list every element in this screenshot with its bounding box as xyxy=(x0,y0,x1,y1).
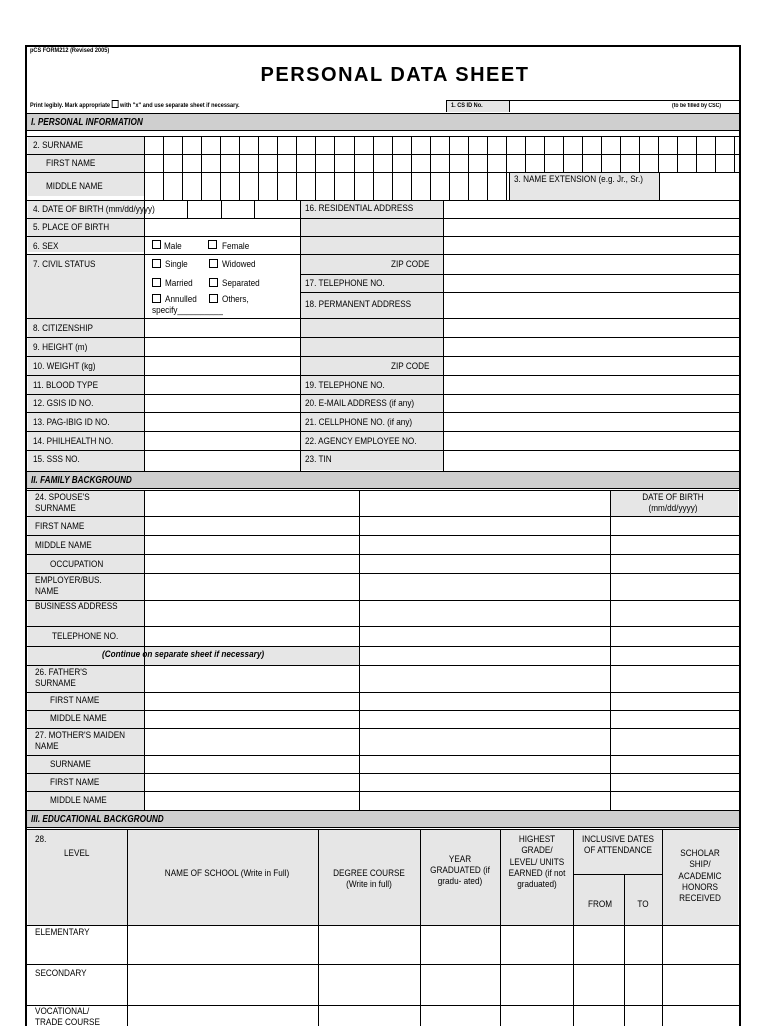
weight-label: 10. WEIGHT (kg) xyxy=(33,361,96,372)
citizenship-label: 8. CITIZENSHIP xyxy=(33,323,93,334)
instruction-text-tail: with "x" and use separate sheet if necessary. xyxy=(120,102,240,109)
business-address-label: BUSINESS ADDRESS xyxy=(35,601,118,612)
address-divider-line xyxy=(300,200,301,471)
family-input-ext-8[interactable] xyxy=(360,693,609,710)
section-personal-information xyxy=(27,113,739,131)
telephone-17-label: 17. TELEPHONE NO. xyxy=(305,278,385,289)
dob-label: 4. DATE OF BIRTH (mm/dd/yyyy) xyxy=(33,204,155,215)
edu-input-1-1[interactable] xyxy=(319,965,420,1005)
continue-note-label: (Continue on separate sheet if necessary) xyxy=(102,649,265,660)
edu-input-0-2[interactable] xyxy=(421,926,500,964)
weight-input[interactable] xyxy=(145,357,299,375)
email-label: 20. E-MAIL ADDRESS (if any) xyxy=(305,398,415,409)
telephone-17-input[interactable] xyxy=(444,275,739,292)
agency-employee-input[interactable] xyxy=(444,432,739,450)
family-input-ext-3[interactable] xyxy=(360,555,609,573)
dob-input[interactable] xyxy=(145,201,299,218)
edu-input-2-2[interactable] xyxy=(421,1006,500,1026)
family-input-ext-2[interactable] xyxy=(360,536,609,554)
cs-widowed-label: Widowed xyxy=(222,259,256,270)
edu-from-label: FROM xyxy=(587,899,613,910)
edu-input-0-0[interactable] xyxy=(128,926,318,964)
sex-female-label: Female xyxy=(222,241,250,252)
blood-type-input[interactable] xyxy=(145,376,299,394)
edu-scholarship-label: SCHOLAR SHIP/ ACADEMIC HONORS RECEIVED xyxy=(678,848,722,905)
permanent-zip-input[interactable] xyxy=(444,357,739,375)
family-input-0[interactable] xyxy=(145,491,359,516)
family-input-ext-5[interactable] xyxy=(360,601,609,626)
cellphone-input[interactable] xyxy=(444,413,739,431)
edu-level-label: LEVEL xyxy=(64,848,90,859)
citizenship-input[interactable] xyxy=(145,319,299,337)
email-input[interactable] xyxy=(444,395,739,412)
name-ext-left-line xyxy=(509,172,510,200)
mother-first-name-label: FIRST NAME xyxy=(50,777,100,788)
cs-annulled-label: Annulled xyxy=(165,294,197,305)
spouse-middle-name-label: MIDDLE NAME xyxy=(35,540,92,551)
edu-input-0-5[interactable] xyxy=(625,926,662,964)
edu-row-vocational: VOCATIONAL/ TRADE COURSE xyxy=(35,1006,100,1026)
cs-id-left-line xyxy=(446,100,447,112)
cs-widowed-checkbox[interactable] xyxy=(209,259,218,268)
first-name-input[interactable] xyxy=(145,155,739,172)
mother-surname-label: SURNAME xyxy=(50,759,91,770)
family-input-ext-4[interactable] xyxy=(360,574,609,600)
telephone-19-input[interactable] xyxy=(444,376,739,394)
family-input-12[interactable] xyxy=(145,792,359,810)
family-input-1[interactable] xyxy=(145,517,359,535)
edu-input-2-4[interactable] xyxy=(574,1006,624,1026)
edu-input-1-2[interactable] xyxy=(421,965,500,1005)
gsis-label: 12. GSIS ID NO. xyxy=(33,398,94,409)
cellphone-label: 21. CELLPHONE NO. (if any) xyxy=(305,417,413,428)
family-row-line xyxy=(27,728,739,729)
cs-married-checkbox[interactable] xyxy=(152,278,161,287)
middle-name-label: MIDDLE NAME xyxy=(46,181,103,192)
edu-input-1-6[interactable] xyxy=(663,965,738,1005)
edu-input-1-3[interactable] xyxy=(501,965,573,1005)
permanent-address-label: 18. PERMANENT ADDRESS xyxy=(305,299,412,310)
family-input-ext-1[interactable] xyxy=(360,517,609,535)
edu-school-label: NAME OF SCHOOL (Write in Full) xyxy=(164,868,290,879)
pagibig-input[interactable] xyxy=(145,413,299,431)
family-dob-divider xyxy=(610,490,611,810)
inclusive-divider-line xyxy=(573,874,662,875)
agency-employee-label: 22. AGENCY EMPLOYEE NO. xyxy=(305,436,417,447)
form-body xyxy=(25,45,741,1026)
family-input-3[interactable] xyxy=(145,555,359,573)
gsis-input[interactable] xyxy=(145,395,299,412)
family-input-4[interactable] xyxy=(145,574,359,600)
name-ext-input[interactable] xyxy=(660,173,739,200)
cs-separated-checkbox[interactable] xyxy=(209,278,218,287)
dob-header-label: DATE OF BIRTH (mm/dd/yyyy) xyxy=(642,492,704,514)
family-input-ext-9[interactable] xyxy=(360,711,609,728)
cs-single-label: Single xyxy=(165,259,188,270)
residential-zip-label: ZIP CODE xyxy=(391,259,430,270)
family-input-ext-11[interactable] xyxy=(360,774,609,791)
edu-row-elementary: ELEMENTARY xyxy=(35,927,90,938)
family-input-ext-10[interactable] xyxy=(360,756,609,773)
cs-single-checkbox[interactable] xyxy=(152,259,161,268)
mother-maiden-label: 27. MOTHER'S MAIDEN NAME xyxy=(35,730,126,752)
cs-annulled-checkbox[interactable] xyxy=(152,294,161,303)
philhealth-input[interactable] xyxy=(145,432,299,450)
instruction-text: Print legibly. Mark appropriate xyxy=(30,102,111,109)
family-input-ext-12[interactable] xyxy=(360,792,609,810)
edu-to-label: TO xyxy=(637,899,649,910)
father-first-name-label: FIRST NAME xyxy=(50,695,100,706)
edu-input-2-0[interactable] xyxy=(128,1006,318,1026)
first-name-label: FIRST NAME xyxy=(46,158,96,169)
mother-middle-name-label: MIDDLE NAME xyxy=(50,795,107,806)
edu-num-label: 28. xyxy=(35,834,47,845)
family-input-ext-7[interactable] xyxy=(360,666,609,692)
edu-input-2-3[interactable] xyxy=(501,1006,573,1026)
family-input-9[interactable] xyxy=(145,711,359,728)
address-labels-bg xyxy=(300,200,443,470)
edu-degree-label: DEGREE COURSE (Write in full) xyxy=(333,868,405,890)
cs-note: (to be filled by CSC) xyxy=(672,103,722,109)
edu-input-1-4[interactable] xyxy=(574,965,624,1005)
section-personal-information-title: I. PERSONAL INFORMATION xyxy=(31,117,143,128)
permanent-zip-label: ZIP CODE xyxy=(391,361,430,372)
family-input-8[interactable] xyxy=(145,693,359,710)
family-row-line xyxy=(27,646,739,647)
philhealth-label: 14. PHILHEALTH NO. xyxy=(33,436,114,447)
family-input-7[interactable] xyxy=(145,666,359,692)
cs-specify-label: specify__________ xyxy=(152,305,223,316)
edu-year-grad-label: YEAR GRADUATED (if gradu- ated) xyxy=(430,854,490,887)
spouse-telephone-label: TELEPHONE NO. xyxy=(52,631,119,642)
edu-input-1-0[interactable] xyxy=(128,965,318,1005)
education-row-line xyxy=(27,829,739,830)
edu-input-0-1[interactable] xyxy=(319,926,420,964)
father-surname-label: 26. FATHER'S SURNAME xyxy=(35,667,88,689)
cs-id-label: 1. CS ID No. xyxy=(451,102,483,109)
name-ext-label: 3. NAME EXTENSION (e.g. Jr., Sr.) xyxy=(514,174,643,185)
family-input-10[interactable] xyxy=(145,756,359,773)
section-educational-background xyxy=(27,810,739,828)
family-input-11[interactable] xyxy=(145,774,359,791)
pagibig-label: 13. PAG-IBIG ID NO. xyxy=(33,417,110,428)
edu-input-1-5[interactable] xyxy=(625,965,662,1005)
blood-type-label: 11. BLOOD TYPE xyxy=(33,380,99,391)
edu-row-secondary: SECONDARY xyxy=(35,968,87,979)
edu-inclusive-label: INCLUSIVE DATES OF ATTENDANCE xyxy=(581,834,655,857)
tin-input[interactable] xyxy=(444,451,739,471)
height-label: 9. HEIGHT (m) xyxy=(33,342,88,353)
section-family-background xyxy=(27,471,739,489)
cs-others-checkbox[interactable] xyxy=(209,294,218,303)
employer-label: EMPLOYER/BUS. NAME xyxy=(35,575,102,597)
edu-highest-label: HIGHEST GRADE/ LEVEL/ UNITS EARNED (if not graduated) xyxy=(508,834,566,891)
sex-label: 6. SEX xyxy=(33,241,59,252)
residential-address-input[interactable] xyxy=(444,201,739,254)
section-family-background-title: II. FAMILY BACKGROUND xyxy=(31,475,132,486)
residential-address-label: 16. RESIDENTIAL ADDRESS xyxy=(305,203,414,214)
sex-female-checkbox[interactable] xyxy=(208,240,217,249)
pob-label: 5. PLACE OF BIRTH xyxy=(33,222,110,233)
form-title: PERSONAL DATA SHEET xyxy=(260,64,530,86)
edu-input-0-6[interactable] xyxy=(663,926,738,964)
spouse-surname-label: 24. SPOUSE'S SURNAME xyxy=(35,492,90,514)
pob-input[interactable] xyxy=(145,219,299,236)
civil-status-label: 7. CIVIL STATUS xyxy=(33,259,96,270)
tin-label: 23. TIN xyxy=(305,454,332,465)
occupation-label: OCCUPATION xyxy=(50,559,104,570)
family-input-ext-6[interactable] xyxy=(360,627,609,646)
surname-input[interactable] xyxy=(145,137,739,154)
family-input-5[interactable] xyxy=(145,601,359,626)
telephone-19-label: 19. TELEPHONE NO. xyxy=(305,380,385,391)
section-educational-background-title: III. EDUCATIONAL BACKGROUND xyxy=(31,814,164,825)
family-input-ext-0[interactable] xyxy=(360,491,609,516)
family-input-2[interactable] xyxy=(145,536,359,554)
edu-input-0-4[interactable] xyxy=(574,926,624,964)
residential-zip-input[interactable] xyxy=(444,255,739,274)
height-input[interactable] xyxy=(145,338,299,356)
sss-label: 15. SSS NO. xyxy=(33,454,80,465)
cs-separated-label: Separated xyxy=(222,278,260,289)
sex-male-checkbox[interactable] xyxy=(152,240,161,249)
sex-male-label: Male xyxy=(164,241,182,252)
edu-input-2-1[interactable] xyxy=(319,1006,420,1026)
father-middle-name-label: MIDDLE NAME xyxy=(50,713,107,724)
family-input-6[interactable] xyxy=(145,627,359,646)
form-code: pCS FORM212 (Revised 2005) xyxy=(30,47,110,54)
middle-name-input[interactable] xyxy=(145,173,508,200)
surname-label: 2. SURNAME xyxy=(33,140,83,151)
spouse-dob-input[interactable] xyxy=(611,517,738,535)
spouse-first-name-label: FIRST NAME xyxy=(35,521,85,532)
cs-married-label: Married xyxy=(165,278,193,289)
edu-input-2-6[interactable] xyxy=(663,1006,738,1026)
edu-input-0-3[interactable] xyxy=(501,926,573,964)
cs-others-label: Others, xyxy=(222,294,249,305)
permanent-address-input[interactable] xyxy=(444,293,739,356)
sss-input[interactable] xyxy=(145,451,299,471)
edu-input-2-5[interactable] xyxy=(625,1006,662,1026)
